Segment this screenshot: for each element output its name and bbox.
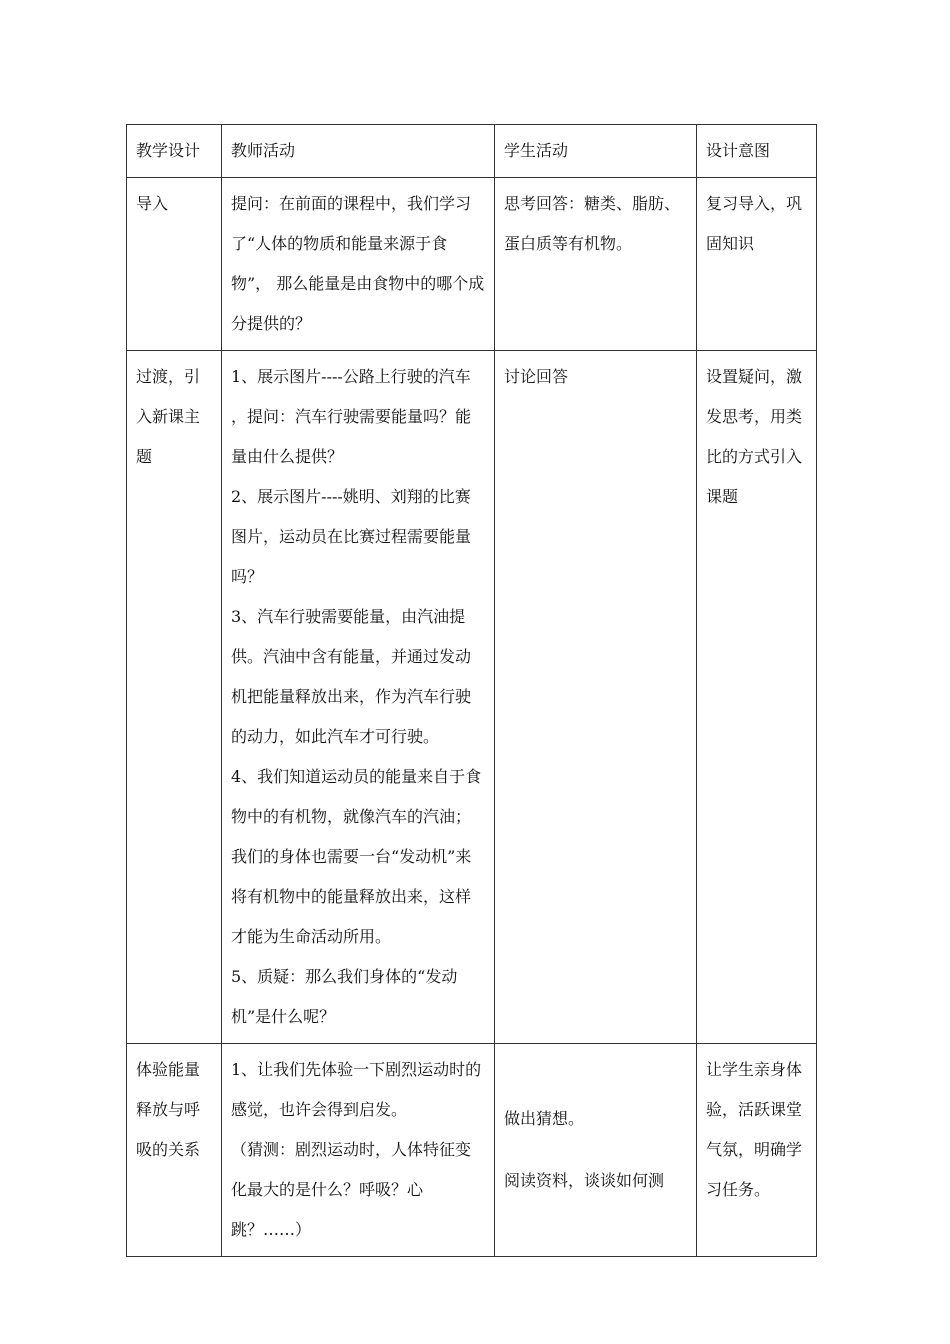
teacher-activity-cell bbox=[222, 1044, 495, 1257]
teacher-paragraph: 5、质疑：那么我们身体的“发动机”是什么呢？ bbox=[231, 967, 458, 1026]
teacher-paragraph: 4、我们知道运动员的能量来自于食物中的有机物，就像汽车的汽油；我们的身体也需要一台“发动机”来将有机物中的能量释放出来，这样才能为生命活动所用。 bbox=[231, 767, 482, 946]
stage-cell: 过渡，引入新课主题 bbox=[127, 351, 222, 1044]
student-activity-cell bbox=[495, 178, 697, 351]
teacher-paragraph: 3、汽车行驶需要能量，由汽油提供。汽油中含有能量，并通过发动机把能量释放出来，作为汽车行驶的动力，如此汽车才可行驶。 bbox=[231, 607, 472, 746]
table-header-row bbox=[127, 125, 817, 178]
teacher-activity-cell bbox=[222, 351, 495, 1044]
design-intent-cell: 复习导入，巩固知识 bbox=[697, 178, 817, 351]
student-paragraph: 阅读资料，谈谈如何测 bbox=[504, 1171, 665, 1190]
table-row bbox=[127, 178, 817, 351]
teacher-paragraph: 1、让我们先体验一下剧烈运动时的感觉，也许会得到启发。 bbox=[231, 1060, 482, 1119]
design-intent-cell: 设置疑问，激发思考，用类比的方式引入课题 bbox=[697, 351, 817, 1044]
teacher-activity-cell bbox=[222, 178, 495, 351]
table-row bbox=[127, 1044, 817, 1257]
stage-cell: 体验能量释放与呼吸的关系 bbox=[127, 1044, 222, 1257]
student-paragraph: 讨论回答 bbox=[504, 367, 569, 386]
paragraph-spacer bbox=[504, 1139, 688, 1161]
lesson-plan-table bbox=[126, 124, 817, 1257]
teacher-paragraph: 1、展示图片----公路上行驶的汽车 ，提问：汽车行驶需要能量吗？能量由什么提供？ bbox=[231, 367, 472, 466]
student-paragraph: 做出猜想。 bbox=[504, 1109, 585, 1128]
teacher-paragraph: 提问：在前面的课程中，我们学习了“人体的物质和能量来源于食物”， 那么能量是由食物中的哪个成分提供的？ bbox=[231, 194, 485, 333]
stage-cell: 导入 bbox=[127, 178, 222, 351]
teacher-paragraph: （猜测：剧烈运动时，人体特征变化最大的是什么？呼吸？心跳？……） bbox=[231, 1140, 472, 1239]
design-intent-cell: 让学生亲身体验，活跃课堂气氛，明确学习任务。 bbox=[697, 1044, 817, 1257]
student-activity-cell bbox=[495, 351, 697, 1044]
header-design: 教学设计 bbox=[127, 125, 222, 178]
student-activity-cell bbox=[495, 1044, 697, 1257]
header-design-intent: 设计意图 bbox=[697, 125, 817, 178]
header-teacher-activity: 教师活动 bbox=[222, 125, 495, 178]
header-student-activity: 学生活动 bbox=[495, 125, 697, 178]
student-paragraph: 思考回答：糖类、脂肪、蛋白质等有机物。 bbox=[504, 194, 681, 253]
teacher-paragraph: 2、展示图片----姚明、刘翔的比赛图片，运动员在比赛过程需要能量吗？ bbox=[231, 487, 472, 586]
table-row bbox=[127, 351, 817, 1044]
